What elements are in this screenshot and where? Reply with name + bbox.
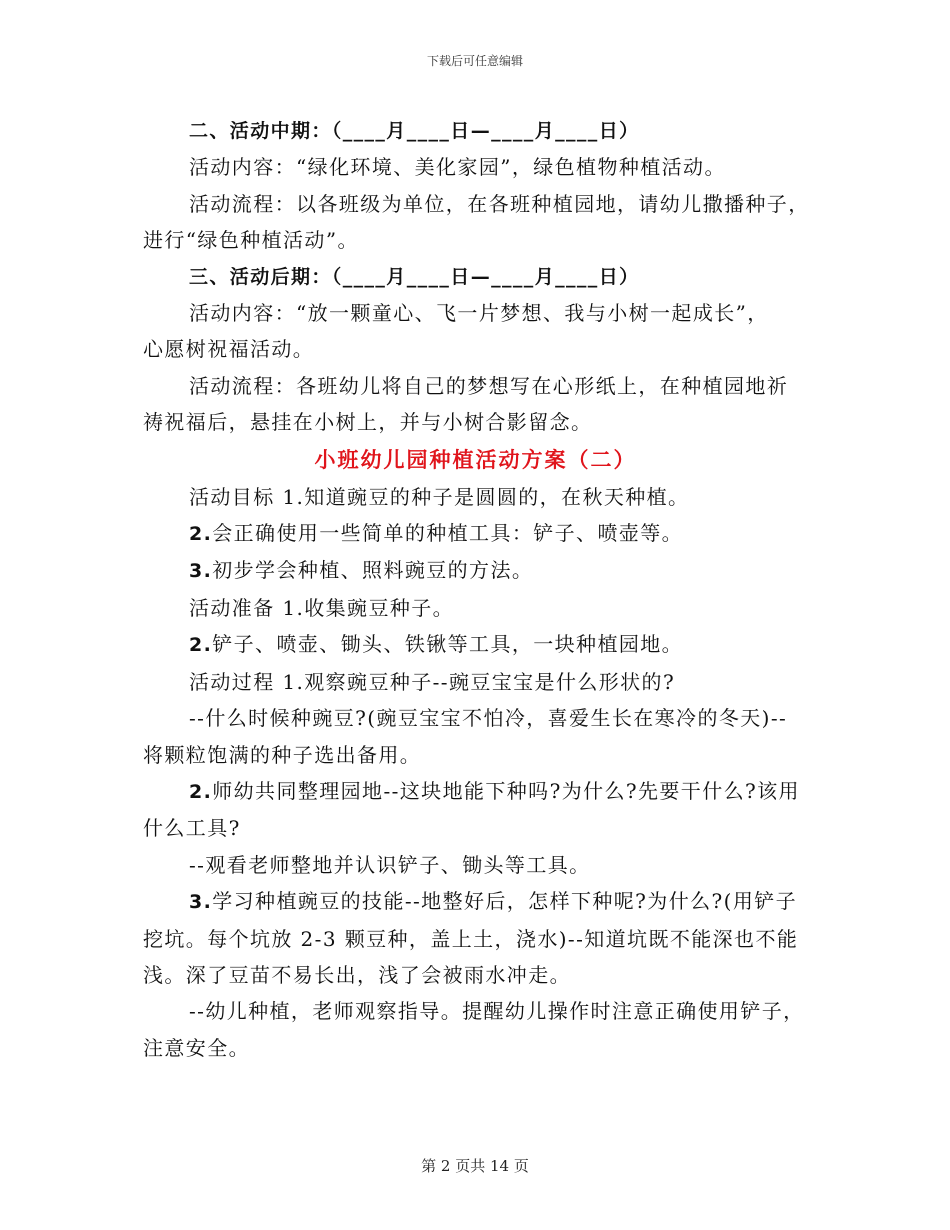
page-header-note: 下载后可任意编辑 (426, 54, 523, 68)
proc-3-text: 学习种植豌豆的技能--地整好后，怎样下种呢?为什么?(用铲子 (212, 889, 798, 914)
proc-1a-line2: 将颗粒饱满的种子选出备用。 (143, 742, 422, 767)
mid-flow-line1: 活动流程：以各班级为单位，在各班种植园地，请幼儿撒播种子， (189, 191, 810, 216)
goal-2-number: 2. (189, 523, 213, 546)
proc-2-number: 2. (189, 780, 213, 803)
goal-1: 活动目标 1.知道豌豆的种子是圆圆的，在秋天种植。 (189, 484, 690, 509)
prep-2 (143, 626, 808, 663)
prep-1: 活动准备 1.收集豌豆种子。 (189, 595, 455, 620)
late-content-line1: 活动内容：“放一颗童心、飞一片梦想、我与小树一起成长”， (189, 301, 769, 326)
proc-3-line1 (143, 883, 808, 920)
goal-3 (143, 552, 808, 589)
goal-2-text: 会正确使用一些简单的种植工具：铲子、喷壶等。 (212, 521, 684, 546)
proc-1: 活动过程 1.观察豌豆种子--豌豆宝宝是什么形状的? (189, 669, 676, 694)
goal-3-text: 初步学会种植、照料豌豆的方法。 (212, 558, 534, 583)
goal-2 (143, 515, 808, 552)
proc-2-line2: 什么工具? (143, 816, 241, 841)
proc-3-number: 3. (189, 891, 213, 914)
proc-2a: --观看老师整地并认识铲子、锄头等工具。 (189, 852, 591, 877)
prep-2-text: 铲子、喷壶、锄头、铁锹等工具，一块种植园地。 (212, 632, 684, 657)
proc-3-line3: 浅。深了豆苗不易长出，浅了会被雨水冲走。 (143, 962, 571, 987)
proc-3-line2: 挖坑。每个坑放 2-3 颗豆种，盖上土，浇水)--知道坑既不能深也不能 (143, 926, 799, 951)
mid-content: 活动内容：“绿化环境、美化家园”，绿色植物种植活动。 (189, 155, 726, 180)
section-heading-late: 三、活动后期：（____月____日—____月____日） (189, 265, 640, 288)
late-flow-line1: 活动流程：各班幼儿将自己的梦想写在心形纸上，在种植园地祈 (189, 373, 789, 398)
goal-3-number: 3. (189, 560, 213, 583)
proc-2-text: 师幼共同整理园地--这块地能下种吗?为什么?先要干什么?该用 (212, 778, 800, 803)
prep-2-number: 2. (189, 634, 213, 657)
section-heading-mid: 二、活动中期：（____月____日—____月____日） (189, 120, 640, 142)
proc-2-line1 (143, 773, 808, 810)
proc-3a-line2: 注意安全。 (143, 1035, 250, 1060)
mid-flow-line2: 进行“绿色种植活动”。 (143, 228, 359, 253)
late-content-line2: 心愿树祝福活动。 (143, 337, 315, 362)
late-flow-line2: 祷祝福后，悬挂在小树上，并与小树合影留念。 (143, 410, 593, 435)
proc-1a-line1: --什么时候种豌豆?(豌豆宝宝不怕冷，喜爱生长在寒冷的冬天)-- (189, 706, 788, 731)
document-body (143, 113, 808, 1066)
plan2-title: 小班幼儿园种植活动方案（二） (314, 446, 637, 472)
proc-3a-line1: --幼儿种植，老师观察指导。提醒幼儿操作时注意正确使用铲子， (189, 999, 805, 1024)
page-footer-number: 第 2 页共 14 页 (421, 1157, 529, 1175)
